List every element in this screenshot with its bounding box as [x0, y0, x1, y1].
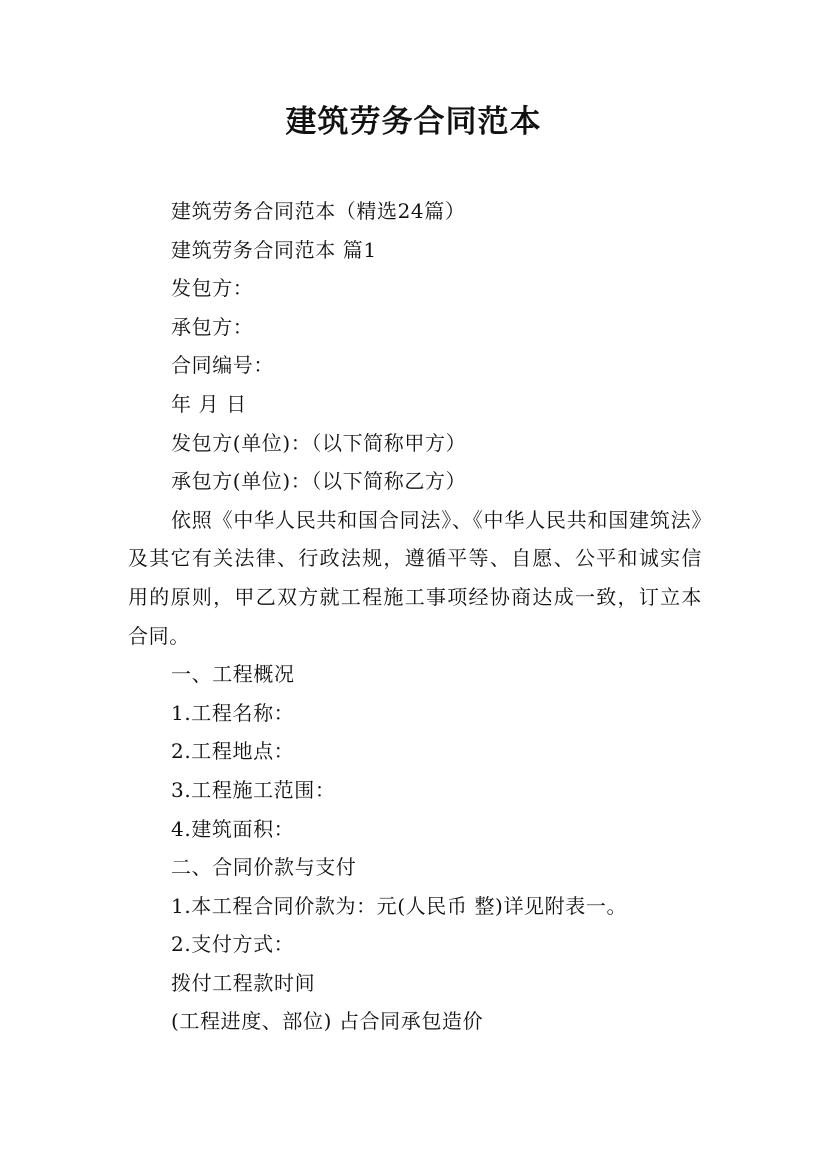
- paragraph-subtitle: 建筑劳务合同范本（精选24篇）: [171, 199, 466, 223]
- paragraph-project-location: 2.工程地点：: [171, 739, 295, 764]
- paragraph-contract-number: 合同编号：: [171, 353, 274, 378]
- paragraph-contractor: 发包方：: [171, 276, 254, 301]
- paragraph-party-b: 承包方(单位)：（以下简称乙方）: [171, 469, 467, 494]
- section-heading-overview: 一、工程概况: [171, 662, 295, 687]
- paragraph-progress-share: (工程进度、部位) 占合同承包造价: [171, 1009, 484, 1034]
- paragraph-payment-method: 2.支付方式：: [171, 932, 295, 957]
- paragraph-contract-price: 1.本工程合同价款为：元(人民币 整)详见附表一。: [171, 893, 628, 918]
- paragraph-project-scope: 3.工程施工范围：: [171, 777, 336, 802]
- paragraph-subcontractor: 承包方：: [171, 314, 254, 339]
- paragraph-date: 年 月 日: [171, 391, 247, 416]
- document-body: [128, 192, 702, 1041]
- paragraph-payment-time: 拨付工程款时间: [171, 970, 316, 995]
- paragraph-building-area: 4.建筑面积：: [171, 816, 295, 841]
- paragraph-preamble: 依照《中华人民共和国合同法》、《中华人民共和国建筑法》及其它有关法律、行政法规，遵循平等、自愿、公平和诚实信用的原则，甲乙双方就工程施工事项经协商达成一致，订立本合同。: [128, 507, 702, 648]
- paragraph-project-name: 1.工程名称：: [171, 700, 295, 725]
- document-title: 建筑劳务合同范本: [285, 104, 542, 140]
- paragraph-part-heading: 建筑劳务合同范本 篇1: [171, 237, 377, 262]
- paragraph-party-a: 发包方(单位)：（以下简称甲方）: [171, 430, 467, 455]
- section-heading-price-payment: 二、合同价款与支付: [171, 855, 357, 880]
